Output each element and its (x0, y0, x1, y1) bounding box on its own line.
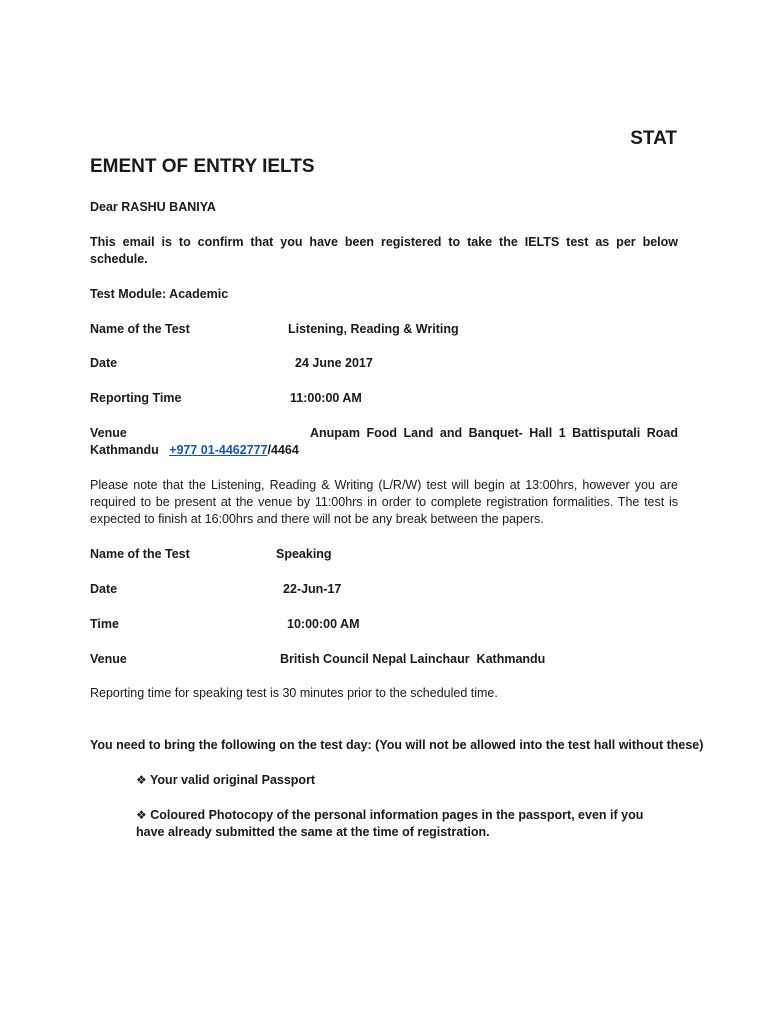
speaking-name-value: Speaking (276, 547, 332, 561)
speaking-venue-label: Venue (90, 652, 127, 666)
phone-link[interactable]: +977 01-4462777 (169, 443, 268, 457)
speaking-name-label: Name of the Test (90, 547, 190, 561)
lrw-venue-label: Venue (90, 426, 127, 440)
bring-heading: You need to bring the following on the test day: (You will not be allowed into the test hall without these) (90, 738, 704, 752)
bring-item-text: Your valid original Passport (150, 773, 316, 787)
speaking-date-label: Date (90, 582, 118, 596)
title-line-2: EMENT OF ENTRY IELTS (90, 156, 315, 177)
lrw-venue-value: Anupam Food Land and Banquet- Hall 1 Battisputali Road (310, 426, 678, 440)
bring-item (136, 807, 656, 841)
title-line-1: STAT (630, 128, 677, 149)
lrw-date-value: 24 June 2017 (295, 356, 373, 370)
lrw-venue-line-2 (90, 442, 299, 459)
lrw-name-value: Listening, Reading & Writing (288, 322, 459, 336)
speaking-note: Reporting time for speaking test is 30 minutes prior to the scheduled time. (90, 686, 498, 700)
lrw-date-label: Date (90, 356, 118, 370)
lrw-reporting-label: Reporting Time (90, 391, 182, 405)
phone-extension: /4464 (267, 443, 299, 457)
speaking-time-value: 10:00:00 AM (287, 617, 360, 631)
speaking-date-value: 22-Jun-17 (283, 582, 342, 596)
bring-item (136, 772, 315, 789)
lrw-reporting-value: 11:00:00 AM (290, 391, 362, 405)
diamond-bullet-icon: ❖ (136, 773, 147, 787)
lrw-venue-city: Kathmandu (90, 443, 159, 457)
intro-paragraph: This email is to confirm that you have been registered to take the IELTS test as per below schedule. (90, 235, 678, 266)
lrw-note: Please note that the Listening, Reading & Writing (L/R/W) test will begin at 13:00hrs, however you are required to be present at the venue by 11:00hrs in order to complete registration formalities. The test is expected to finish at 16:00hrs and there will not be any break between the papers. (90, 478, 678, 526)
speaking-time-label: Time (90, 617, 119, 631)
greeting: Dear RASHU BANIYA (90, 200, 216, 214)
bring-item-text: Coloured Photocopy of the personal information pages in the passport, even if you have already submitted the same at the time of registration. (136, 808, 644, 839)
speaking-venue-value: British Council Nepal Lainchaur Kathmandu (280, 652, 546, 666)
diamond-bullet-icon: ❖ (136, 808, 147, 822)
lrw-name-label: Name of the Test (90, 322, 190, 336)
test-module: Test Module: Academic (90, 287, 229, 301)
